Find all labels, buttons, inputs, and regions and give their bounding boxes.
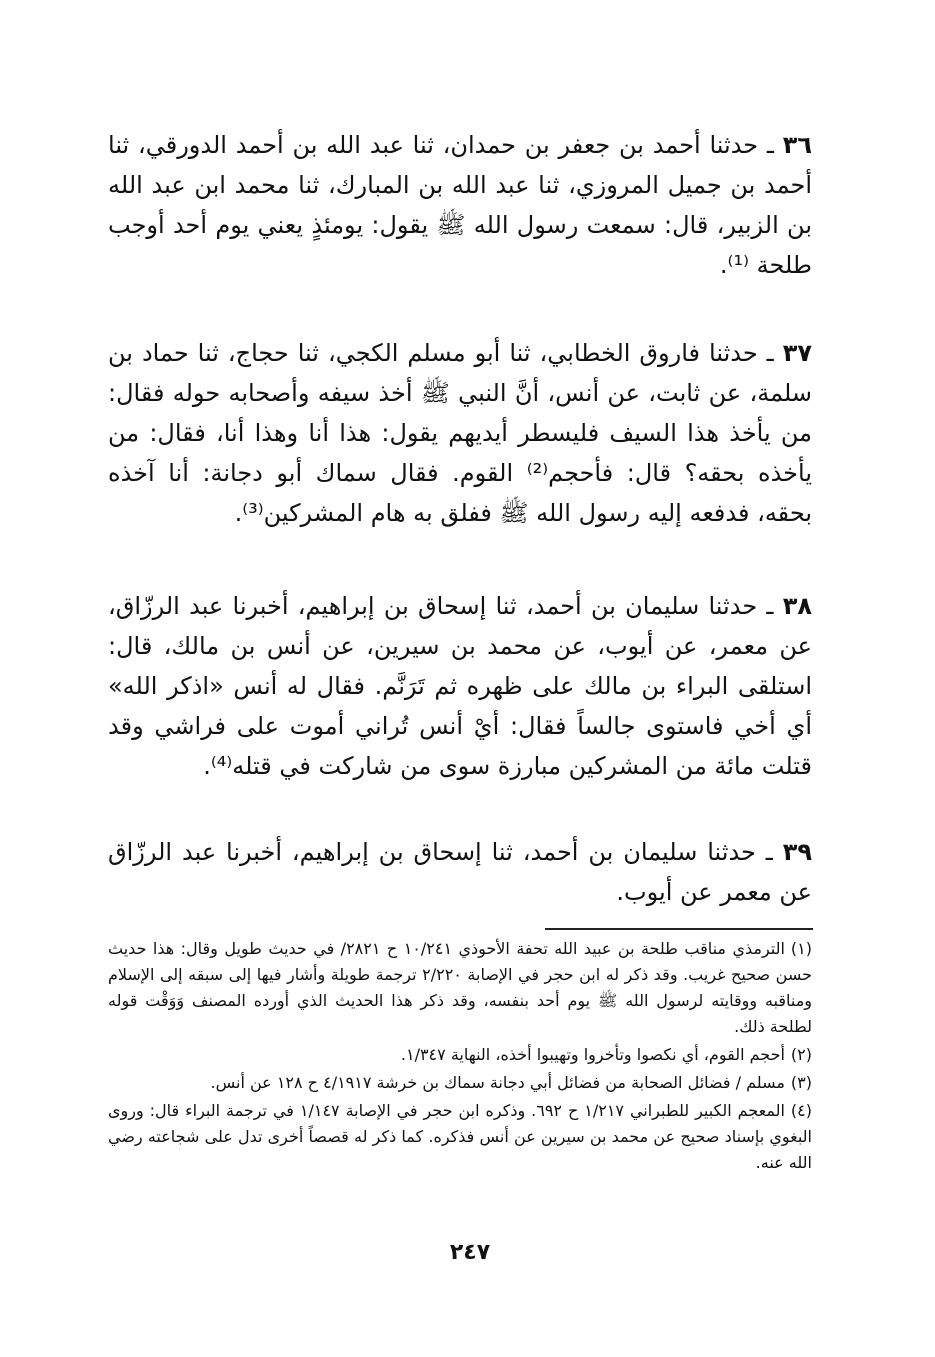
hadith-number: ٣٦ [782,131,812,159]
footnote-1 [108,936,812,1040]
footnote-3 [108,1070,812,1096]
footnote-2 [108,1042,812,1068]
hadith-paragraph [108,586,812,786]
hadith-paragraph [108,125,812,285]
footnote-number: (٢) [790,1045,812,1064]
hadith-text: ـ حدثنا سليمان بن أحمد، ثنا إسحاق بن إبراهيم، أخبرنا عبد الرزّاق عن معمر عن أيوب. [108,838,812,906]
hadith-text: ـ حدثنا فاروق الخطابي، ثنا أبو مسلم الكجي، ثنا حجاج، ثنا حماد بن سلمة، عن ثابت، عن أنس، أنَّ النبي ﷺ أخذ سيفه وأصحابه حوله فقال: من يأخذ هذا السيف فليسطر أيديهم يقول: هذا أنا وهذا أنا، فقال: من يأخذه بحقه؟ قال: فأحجم⁽²⁾ القوم. فقال سماك أبو دجانة: أنا آخذه بحقه، فدفعه إليه رسول الله ﷺ ففلق به هام المشركين⁽³⁾. [108,339,813,527]
hadith-text: ـ حدثنا سليمان بن أحمد، ثنا إسحاق بن إبراهيم، أخبرنا عبد الرزّاق، عن معمر، عن أيوب، عن محمد بن سيرين، عن أنس بن مالك، قال: استلقى البراء بن مالك على ظهره ثم تَرَنَّم. فقال له أنس «اذكر الله» أي أخي فاستوى جالساً فقال: أيْ أنس تُراني أموت على فراشي وقد قتلت مائة من المشركين مبارزة سوى من شاركت في قتله⁽⁴⁾. [108,592,812,780]
hadith-paragraph [108,832,812,912]
footnote-number: (٣) [790,1073,812,1092]
footnote-number: (٤) [790,1101,813,1120]
hadith-37 [108,333,812,533]
footnote-text: مسلم / فضائل الصحابة من فضائل أبي دجانة سماك بن خرشة ٤/١٩١٧ ح ١٢٨ عن أنس. [210,1073,785,1092]
hadith-text: ـ حدثنا أحمد بن جعفر بن حمدان، ثنا عبد الله بن أحمد الدورقي، ثنا أحمد بن جميل المروزي، ثنا عبد الله بن المبارك، ثنا محمد ابن عبد الله بن الزبير، قال: سمعت رسول الله ﷺ يقول: يومئذٍ يعني يوم أحد أوجب طلحة ⁽¹⁾. [108,131,812,279]
hadith-38 [108,586,812,786]
page-number: ٢٤٧ [449,1240,491,1265]
footnote-divider [545,928,813,930]
footnote-text: أحجم القوم، أي نكصوا وتأخروا وتهيبوا أخذه، النهاية ١/٣٤٧. [400,1045,785,1064]
hadith-number: ٣٩ [782,838,812,866]
footnote-text: المعجم الكبير للطبراني ١/٢١٧ ح ٦٩٢. وذكره ابن حجر في الإصابة ١/١٤٧ في ترجمة البراء قال: وروى البغوي بإسناد صحيح عن محمد بن سيرين عن أنس فذكره. كما ذكر له قصصاً أخرى تدل على شجاعته رضي الله عنه. [108,1101,812,1172]
footnote-text: الترمذي مناقب طلحة بن عبيد الله تحفة الأحوذي ١٠/٢٤١ ح ٢٨٢١/ في حديث طويل وقال: هذا حديث حسن صحيح غريب. وقد ذكر له ابن حجر في الإصابة ٢/٢٢٠ ترجمة طويلة وأشار فيها إلى سبقه إلى الإسلام ومناقبه ووقايته لرسول الله ﷺ يوم أحد بنفسه، وقد ذكر هذا الحديث الذي أورده المصنف وَوَقْت قوله لطلحة ذلك. [108,939,813,1036]
footnotes [108,936,812,1178]
hadith-39 [108,832,812,912]
hadith-paragraph [108,333,812,533]
hadith-number: ٣٨ [782,592,812,620]
hadith-number: ٣٧ [782,339,812,367]
hadith-36 [108,125,812,285]
footnote-4 [108,1098,812,1176]
footnote-number: (١) [790,939,813,958]
